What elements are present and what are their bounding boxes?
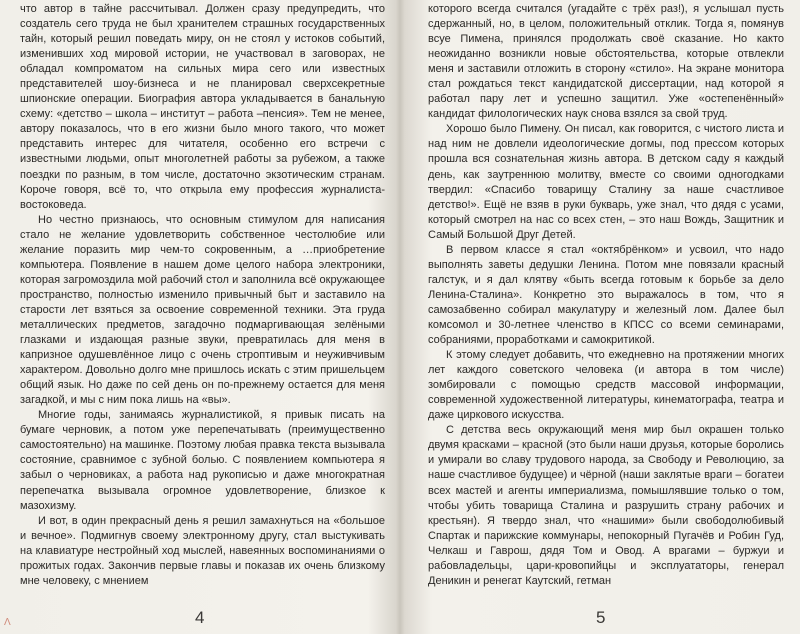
left-page-text [20, 2, 385, 589]
right-page-text [428, 2, 784, 589]
page-number-right: 5 [596, 608, 606, 627]
corner-mark: Λ [4, 617, 11, 628]
paragraph: Хорошо было Пимену. Он писал, как говорится, с чистого листа и над ним не довлели идеологические догмы, под прессом которых прошла вся сознательная жизнь автора. В детском саду я каждый день, как заутреннюю молитву, вместе со своими одногодками твердил: «Спасибо товарищу Сталину за наше счастливое детство!». Ещё не взяв в руки букварь, уже знал, что дядя с усами, который смотрел на нас со всех стен, – это наш Вождь, Защитник и Самый Большой Друг Детей. [428, 123, 784, 241]
paragraph: Но честно признаюсь, что основным стимулом для написания стало не желание удовлетворить собственное честолюбие или желание поразить мир чем-то сокровенным, а …приобретение компьютера. Появление в нашем доме целого набора электроники, которая загромоздила мой рабочий стол и заполнила всё окружающее пространство, полностью изменило привычный быт и заставило на старости лет взяться за освоение современной техники. Эта груда металлических предметов, загадочно подмаргивающая зелёными глазками и издающая разные звуки, превратилась для меня в капризное одушевлённое лицо с очень строптивым и неуживчивым характером. Довольно долго мне пришлось искать с этим пришельцем общий язык. Но даже по сей день он по-прежнему остается для меня загадкой, и мы с ним пока лишь на «вы». [20, 213, 385, 407]
page-number-left: 4 [195, 608, 205, 627]
paragraph: С детства весь окружающий меня мир был окрашен только двумя красками – красной (это были наши друзья, которые боролись и умирали во славу трудового народа, за Свободу и Революцию, за наше счастливое будущее) и чёрной (наши заклятые враги – богатеи всех мастей и агенты империализма, помышлявшие только о том, чтобы убить товарища Сталина и разрушить страну рабочих и крестьян). Я твердо знал, что «нашими» были свободолюбивый Спартак и парижские коммунары, непокорный Пугачёв и Робин Гуд, Челкаш и Гаврош, дядя Том и Овод. А врагами – буржуи и рабовладельцы, цари-кровопийцы и эксплуататоры, генерал Деникин и ренегат Каутский, гетман [428, 424, 784, 587]
paragraph: которого всегда считался (угадайте с трёх раз!), я услышал пусть сдержанный, но, в целом, положительный отклик. Тогда я, помянув всуе Пимена, принялся продолжать своё сказание. Но както неожиданно возникли новые обстоятельства, которые отвлекли меня и заставили отложить в сторону «стило». На экране монитора стал рождаться текст кандидатской диссертации, над которой я работал пару лет и успешно защитил. Уже «остепенённый» кандидат филологических наук снова взялся за свой труд. [428, 3, 784, 121]
paragraph: В первом классе я стал «октябрёнком» и усвоил, что надо выполнять заветы дедушки Ленина. Потом мне повязали красный галстук, и я дал клятву «быть всегда готовым к борьбе за дело Ленина-Сталина». Конкретно это выражалось в том, что я самозабвенно собирал макулатуру и железный лом. Далее был комсомол и 30-летнее членство в КПСС со всеми семинарами, собраниями, проработками и самокритикой. [428, 243, 784, 347]
paragraph: К этому следует добавить, что ежедневно на протяжении многих лет каждого советского человека (и автора в том числе) зомбировали с помощью средств массовой информации, современной художественной литературы, кинематографа, театра и даже циркового искусства. [428, 349, 784, 422]
paragraph: что автор в тайне рассчитывал. Должен сразу предупредить, что создатель сего труда не был хранителем страшных государственных тайн, который решил поведать миру, он не стоял у истоков событий, изменивших ход мировой истории, не участвовал в заговорах, не обладал компроматом на сильных мира сего или известных представителей шоу-бизнеса и не планировал сверхсекретные шпионские операции. Биография автора укладывается в банальную схему: «детство – школа – институт – работа –пенсия». Тем не менее, автору показалось, что в его жизни было много такого, что может представить интерес для читателя, особенно его встречи с известными людьми, опыт многолетней работы за рубежом, а также поездки по разным, в том числе, достаточно экзотическим странам. Короче говоря, всё то, что открыла ему профессия журналиста-востоковеда. [20, 3, 385, 211]
paragraph: И вот, в один прекрасный день я решил замахнуться на «большое и вечное». Подмигнув своему электронному другу, стал выстукивать на клавиатуре нестройный ход мыслей, навеянных воспоминаниями о прожитых годах. Закончив первые главы и показав их очень близкому мне человеку, с мнением [20, 514, 385, 587]
paragraph: Многие годы, занимаясь журналистикой, я привык писать на бумаге черновик, а потом уже перепечатывать (преимущественно самостоятельно) на машинке. Поэтому любая правка текста вызывала состояние, сравнимое с зубной болью. С появлением компьютера я забыл о черновиках, а работа над рукописью и даже многократная перепечатка вызывала огромное удовлетворение, близкое к мазохизму. [20, 409, 385, 512]
